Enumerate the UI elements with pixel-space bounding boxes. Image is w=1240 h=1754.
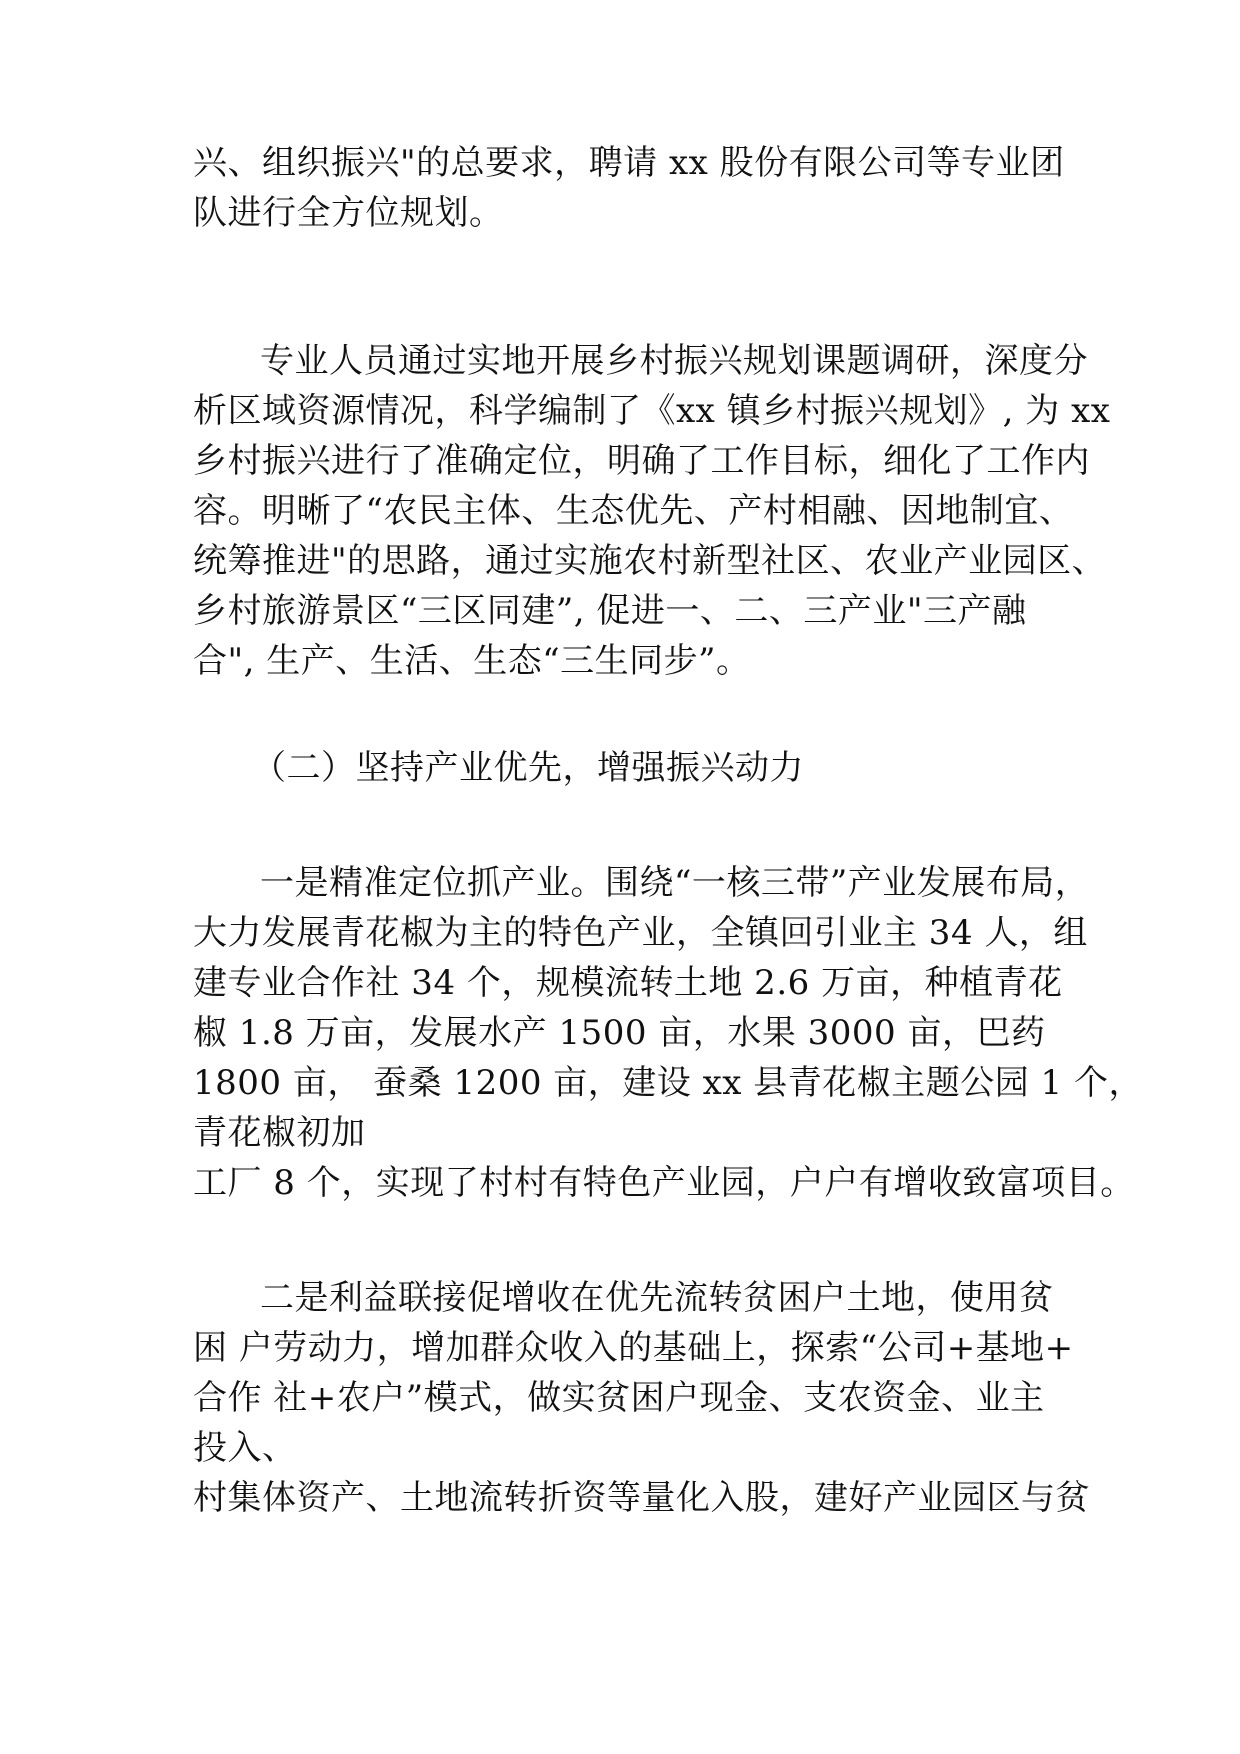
text-line: 投入、 (193, 1428, 297, 1468)
text-line: 队进行全方位规划。 (193, 193, 504, 233)
text-line: 工厂 8 个，实现了村村有特色产业园，户户有增收致富项目。 (193, 1163, 1135, 1203)
text-line: 一是精准定位抓产业。围绕“一核三带”产业发展布局， (260, 863, 1090, 903)
text-line: 统筹推进"的思路，通过实施农村新型社区、农业产业园区、 (193, 541, 1107, 581)
text-line: 村集体资产、土地流转折资等量化入股，建好产业园区与贫 (193, 1478, 1090, 1518)
text-line: 大力发展青花椒为主的特色产业，全镇回引业主 34 人，组 (193, 913, 1088, 953)
text-line: 专业人员通过实地开展乡村振兴规划课题调研，深度分 (260, 341, 1088, 381)
text-line: 建专业合作社 34 个，规模流转土地 2.6 万亩，种植青花 (193, 963, 1063, 1003)
text-line: 困 户劳动力，增加群众收入的基础上，探索“公司+基地+ (193, 1328, 1074, 1368)
text-line: 青花椒初加 (193, 1113, 366, 1153)
text-line: 椒 1.8 万亩，发展水产 1500 亩，水果 3000 亩，巴药 (193, 1013, 1046, 1053)
text-line: 1800 亩， 蚕桑 1200 亩，建设 xx 县青花椒主题公园 1 个， (193, 1063, 1143, 1103)
text-line: 合作 社+农户”模式，做实贫困户现金、支农资金、业主 (193, 1378, 1045, 1418)
text-line: 二是利益联接促增收在优先流转贫困户土地，使用贫 (260, 1278, 1054, 1318)
text-line: 容。明晰了“农民主体、生态优先、产村相融、因地制宜、 (193, 491, 1074, 531)
text-line: 兴、组织振兴"的总要求，聘请 xx 股份有限公司等专业团 (193, 143, 1065, 183)
text-line: 合", 生产、生活、生态“三生同步”。 (193, 641, 751, 681)
section-heading: （二）坚持产业优先，增强振兴动力 (252, 748, 804, 788)
text-line: 乡村振兴进行了准确定位，明确了工作目标，细化了工作内 (193, 441, 1090, 481)
text-line: 乡村旅游景区“三区同建”, 促进一、二、三产业"三产融 (193, 591, 1027, 631)
text-line: 析区域资源情况，科学编制了《xx 镇乡村振兴规划》, 为 xx (193, 391, 1111, 431)
